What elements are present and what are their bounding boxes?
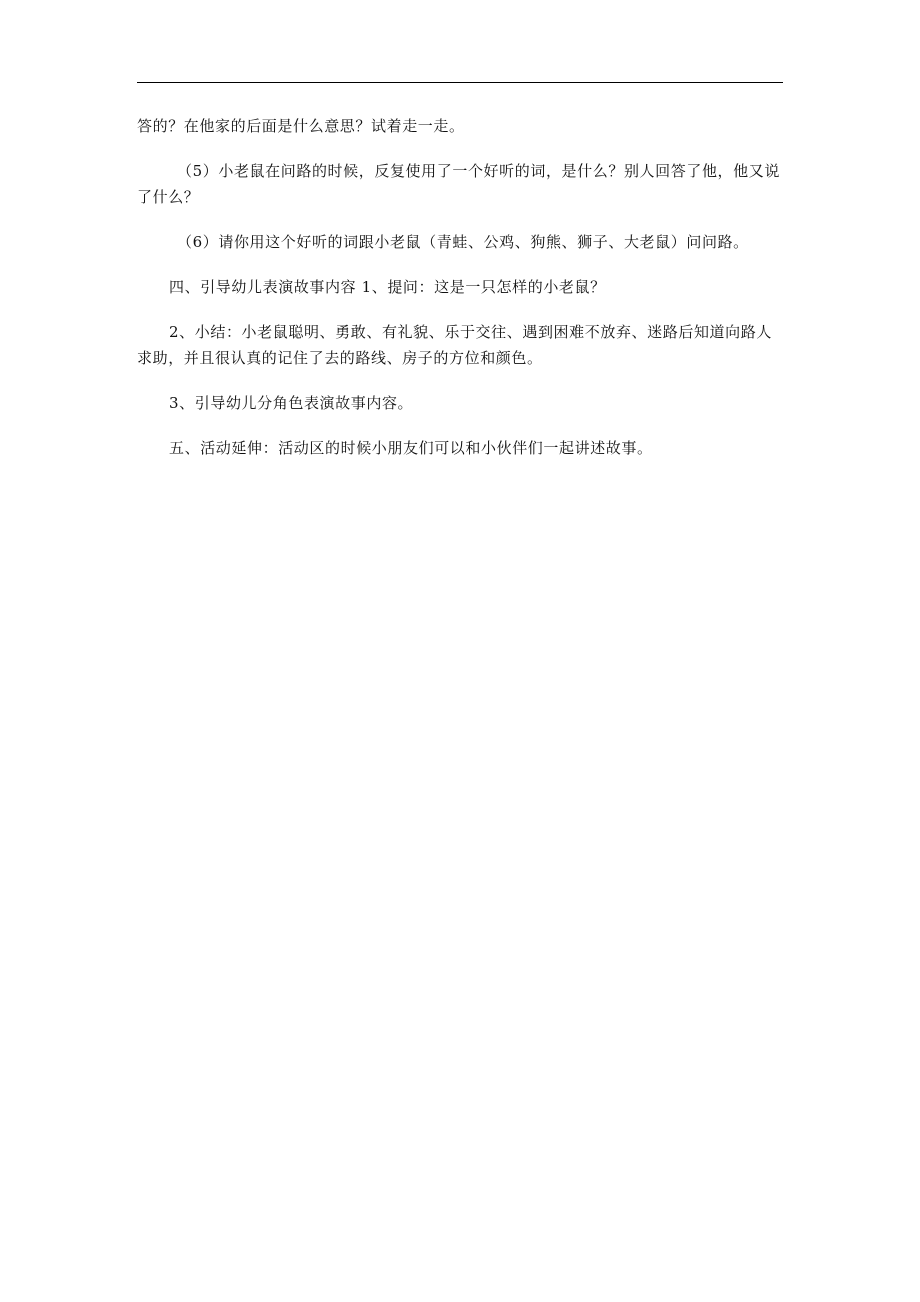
paragraph-question-6: （6）请你用这个好听的词跟小老鼠（青蛙、公鸡、狗熊、狮子、大老鼠）问问路。 bbox=[177, 233, 749, 251]
paragraph-continuation: 答的？在他家的后面是什么意思？试着走一走。 bbox=[137, 117, 465, 135]
paragraph-section-five: 五、活动延伸：活动区的时候小朋友们可以和小伙伴们一起讲述故事。 bbox=[169, 439, 653, 457]
paragraph-section-four: 四、引导幼儿表演故事内容 1、提问：这是一只怎样的小老鼠？ bbox=[169, 278, 606, 296]
paragraph-role-play: 3、引导幼儿分角色表演故事内容。 bbox=[169, 394, 414, 412]
header-rule bbox=[137, 82, 783, 83]
paragraph-summary: 2、小结：小老鼠聪明、勇敢、有礼貌、乐于交往、遇到困难不放弃、迷路后知道向路人求助，并且很认真的记住了去的路线、房子的方位和颜色。 bbox=[137, 323, 772, 367]
paragraph-question-5: （5）小老鼠在问路的时候，反复使用了一个好听的词，是什么？别人回答了他，他又说了什么？ bbox=[137, 162, 780, 206]
document-body bbox=[137, 113, 783, 461]
